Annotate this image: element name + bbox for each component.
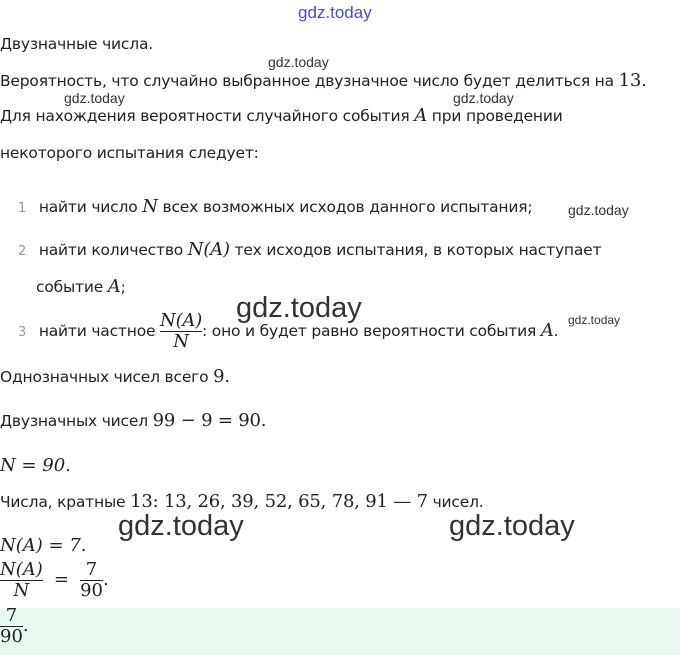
var-NA: N(A) bbox=[187, 239, 230, 260]
N-line: N = 90. bbox=[0, 455, 71, 476]
one-digit-line bbox=[0, 366, 230, 387]
punct: . bbox=[102, 569, 109, 590]
multiples-line bbox=[0, 491, 484, 512]
fraction-denominator: N bbox=[173, 331, 189, 352]
watermark-small: gdz.today bbox=[268, 54, 329, 70]
find-number: 13. bbox=[618, 70, 647, 91]
ratio-line bbox=[0, 560, 109, 601]
fraction bbox=[0, 560, 43, 601]
solution-expr: 99 − 9 = 90. bbox=[152, 410, 267, 431]
given-text: Двузначные числа. bbox=[0, 35, 153, 53]
fraction-denominator: 90 bbox=[0, 626, 23, 647]
solution-text: Однозначных чисел всего bbox=[0, 368, 209, 386]
watermark-top: gdz.today bbox=[298, 3, 372, 22]
step-text: найти число bbox=[38, 198, 138, 216]
fraction-numerator: N(A) bbox=[0, 559, 43, 580]
watermark-small: gdz.today bbox=[568, 202, 629, 218]
equals-sign: = bbox=[53, 569, 69, 590]
solution-text: чисел. bbox=[432, 493, 484, 511]
NA-line: N(A) = 7. bbox=[0, 535, 87, 556]
var-A: A bbox=[540, 320, 554, 341]
answer-box bbox=[0, 605, 680, 655]
step-2 bbox=[18, 239, 601, 260]
step-3 bbox=[18, 311, 558, 352]
solution-text: Двузначных чисел bbox=[0, 412, 148, 430]
step-text: : оно и будет равно вероятности события bbox=[202, 322, 537, 340]
two-digit-line bbox=[0, 410, 266, 431]
find-text: Вероятность, что случайно выбранное двузначное число будет делиться на bbox=[0, 72, 614, 90]
step-number: 2 bbox=[18, 244, 27, 259]
watermark-large: gdz.today bbox=[118, 510, 244, 542]
step-text: всех возможных исходов данного испытания; bbox=[162, 198, 533, 216]
step-number: 1 bbox=[18, 201, 27, 216]
rule-line-1 bbox=[0, 105, 563, 126]
punct: . bbox=[22, 615, 29, 636]
var-N: N bbox=[142, 196, 158, 217]
solution-text: Числа, кратные bbox=[0, 493, 126, 511]
var-A: A bbox=[414, 105, 428, 126]
punct: . bbox=[553, 322, 559, 340]
step-2-line-2 bbox=[36, 276, 126, 297]
solution-value: 9. bbox=[213, 366, 230, 387]
rule-text-after: при проведении bbox=[431, 107, 563, 125]
var-A: A bbox=[107, 276, 121, 297]
step-text: тех исходов испытания, в которых наступает bbox=[234, 241, 602, 259]
fraction-numerator: 7 bbox=[85, 559, 98, 580]
watermark-small: gdz.today bbox=[568, 313, 621, 327]
punct: ; bbox=[120, 278, 126, 296]
watermark-large: gdz.today bbox=[449, 510, 575, 542]
step-text: событие bbox=[36, 278, 104, 296]
find-line bbox=[0, 70, 647, 91]
fraction bbox=[80, 560, 103, 601]
step-1 bbox=[18, 196, 532, 217]
answer bbox=[0, 606, 29, 647]
step-text: найти количество bbox=[38, 241, 184, 259]
watermark-small: gdz.today bbox=[453, 90, 514, 106]
rule-text-before: Для нахождения вероятности случайного события bbox=[0, 107, 410, 125]
fraction-numerator: 7 bbox=[5, 605, 18, 626]
fraction-numerator: N(A) bbox=[160, 310, 203, 331]
answer-fraction bbox=[0, 606, 23, 647]
fraction-denominator: N bbox=[13, 580, 30, 601]
watermark-small: gdz.today bbox=[64, 90, 125, 106]
watermark-large: gdz.today bbox=[236, 292, 362, 324]
step-number: 3 bbox=[18, 325, 27, 340]
fraction-denominator: 90 bbox=[80, 580, 103, 601]
rule-line-2: некоторого испытания следует: bbox=[0, 144, 259, 162]
solution-expr: 13: 13, 26, 39, 52, 65, 78, 91 — 7 bbox=[130, 491, 428, 512]
step-text: найти частное bbox=[38, 322, 156, 340]
fraction bbox=[160, 311, 202, 352]
